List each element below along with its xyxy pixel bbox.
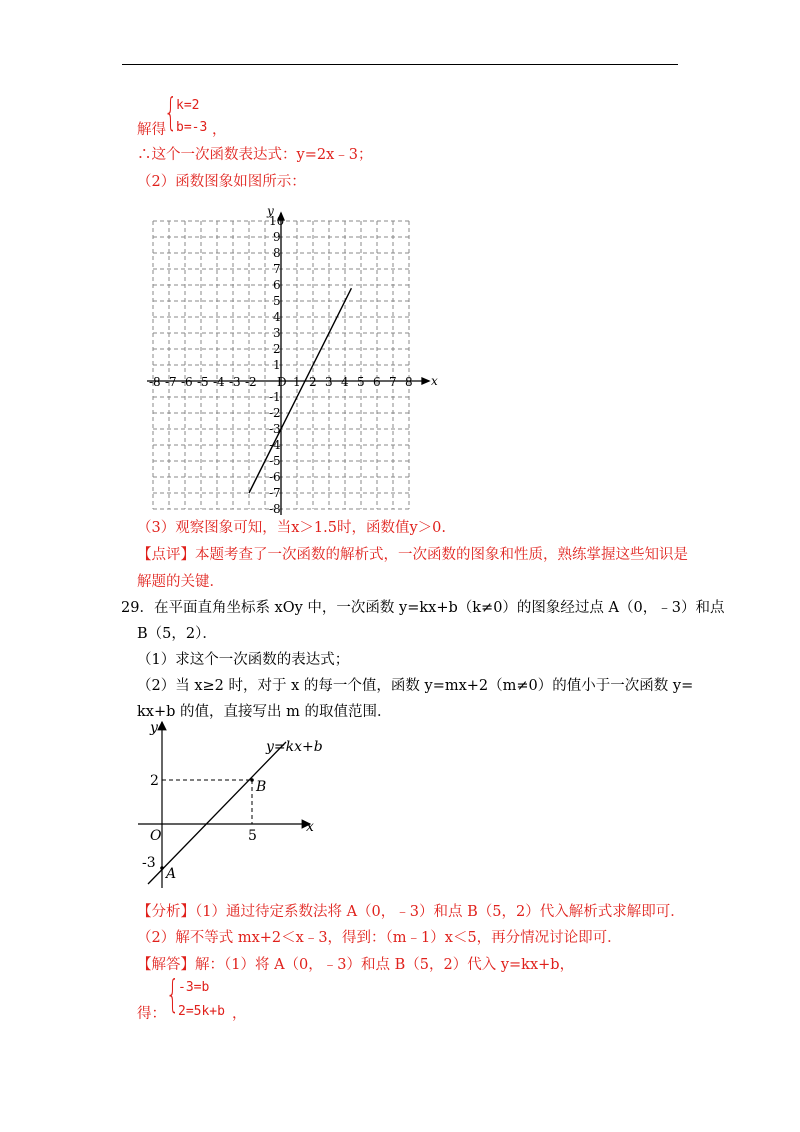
analysis-line-2: （2）解不等式 mx+2＜x﹣3，得到：（m﹣1）x＜5，再分情况讨论即可． <box>137 930 622 946</box>
y-tick-label: 9 <box>273 230 281 244</box>
system-brace: { <box>164 90 178 134</box>
q29-line-1: 29．在平面直角坐标系 xOy 中，一次函数 y=kx+b（k≠0）的图象经过点 A（0，﹣3）和点 <box>121 600 725 616</box>
x-tick-label: 7 <box>389 375 397 389</box>
fig-tick-5: 5 <box>248 828 257 844</box>
x-tick-label: -3 <box>229 375 241 389</box>
y-tick-label: 1 <box>273 358 281 372</box>
y-tick-label: 3 <box>273 326 281 340</box>
jiede-comma: ， <box>212 122 227 138</box>
q29-figure <box>138 718 338 890</box>
q29-sub1: （1）求这个一次函数的表达式； <box>137 652 350 668</box>
x-tick-label: 4 <box>341 375 349 389</box>
equation-k: k=2 <box>176 98 200 113</box>
part2-line: （2）函数图象如图所示： <box>137 174 306 190</box>
answer-eq-2: 2=5k+b <box>178 1004 225 1019</box>
answer-tag: 【解答】 <box>137 957 195 973</box>
q29-sub2-a: （2）当 x≥2 时，对于 x 的每一个值，函数 y=mx+2（m≠0）的值小于一次函数 y= <box>137 678 694 694</box>
x-tick-label: 2 <box>309 375 317 389</box>
function-line <box>249 288 351 493</box>
fig-y-label: y <box>150 720 158 736</box>
q29-sub2-b: kx+b 的值，直接写出 m 的取值范围． <box>137 704 392 720</box>
y-tick-label: -2 <box>269 406 281 420</box>
y-tick-label: 4 <box>273 310 281 324</box>
answer-line-1: 【解答】解：（1）将 A（0，﹣3）和点 B（5，2）代入 y=kx+b， <box>137 957 575 973</box>
y-tick-label: -5 <box>269 454 281 468</box>
fig-point-b: B <box>256 779 267 795</box>
x-tick-label: -2 <box>245 375 257 389</box>
x-tick-label: 3 <box>325 375 333 389</box>
x-tick-label: -5 <box>197 375 209 389</box>
answer-eq-1: -3=b <box>178 980 210 995</box>
x-tick-label: -6 <box>181 375 193 389</box>
answer-system-brace: { <box>166 972 180 1016</box>
y-tick-label: 6 <box>273 278 281 292</box>
therefore-line: ∴这个一次函数表达式：y=2x﹣3； <box>137 147 373 163</box>
y-tick-label: 10 <box>269 214 285 228</box>
fig-origin-label: O <box>150 828 162 844</box>
equation-b: b=-3 <box>176 120 208 135</box>
comment-line-2: 解题的关键． <box>137 574 224 590</box>
fig-tick-2: 2 <box>150 773 159 789</box>
part3-line: （3）观察图象可知，当x＞1.5时，函数值y＞0. <box>137 520 447 536</box>
y-tick-label: -3 <box>269 422 281 436</box>
y-tick-label: 2 <box>273 342 281 356</box>
fig-point-a: A <box>166 866 177 882</box>
x-tick-label: D <box>277 375 287 389</box>
analysis-tag: 【分析】 <box>137 904 195 920</box>
jiede-label: 解得 <box>137 122 166 138</box>
y-tick-label: 8 <box>273 246 281 260</box>
y-tick-label: -4 <box>269 438 281 452</box>
y-tick-label: 5 <box>273 294 281 308</box>
y-tick-label: -8 <box>269 502 281 516</box>
answer-comma: ， <box>232 1006 247 1022</box>
x-tick-label: 5 <box>357 375 365 389</box>
comment-line-1: 【点评】本题考查了一次函数的解析式，一次函数的图象和性质，熟练掌握这些知识是 <box>137 547 688 563</box>
graph-x-label: x <box>431 374 438 388</box>
x-tick-label: -7 <box>165 375 177 389</box>
answer-de-label: 得： <box>137 1006 166 1022</box>
fig-tick-neg3: -3 <box>142 855 156 871</box>
x-tick-label: 6 <box>373 375 381 389</box>
y-tick-label: 7 <box>273 262 281 276</box>
comment-tag: 【点评】 <box>137 547 195 563</box>
x-tick-label: 1 <box>293 375 301 389</box>
x-tick-label: -8 <box>149 375 161 389</box>
function-graph <box>138 196 438 516</box>
y-tick-label: -7 <box>269 486 281 500</box>
x-tick-label: 8 <box>405 375 413 389</box>
analysis-line-1: 【分析】（1）通过待定系数法将 A（0，﹣3）和点 B（5，2）代入解析式求解即可． <box>137 904 685 920</box>
y-tick-label: -1 <box>269 390 281 404</box>
q29-line-2: B（5，2）． <box>137 626 217 642</box>
fig-x-label: x <box>306 819 314 835</box>
graph-y-label: y <box>267 204 274 218</box>
header-rule <box>122 64 678 65</box>
x-axis-arrow <box>422 378 429 384</box>
y-tick-label: -6 <box>269 470 281 484</box>
x-tick-label: -4 <box>213 375 225 389</box>
fig-line-label: y=kx+b <box>266 739 323 755</box>
